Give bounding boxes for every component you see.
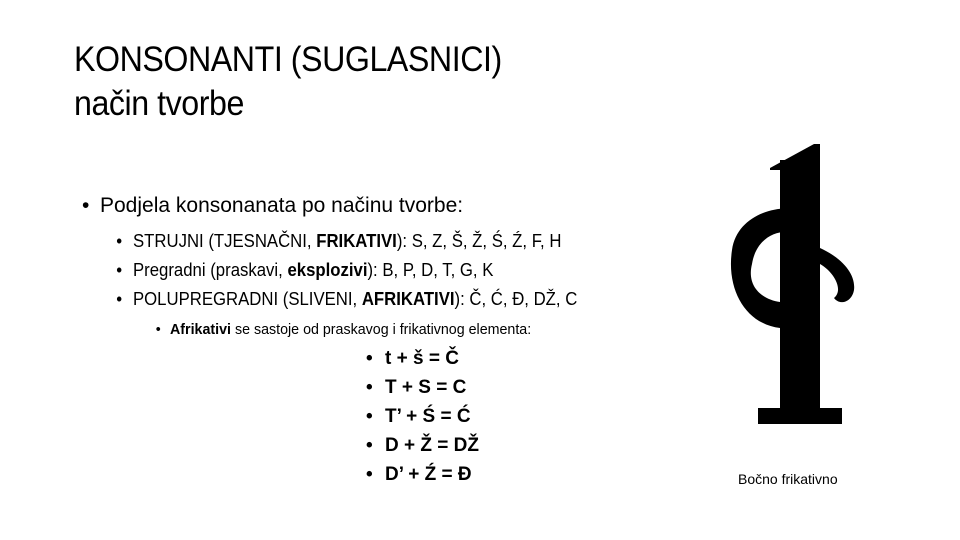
formula-list bbox=[385, 344, 479, 489]
title-line-1: KONSONANTI (SUGLASNICI) bbox=[74, 40, 502, 79]
manner-item-plosives bbox=[133, 256, 577, 285]
manner-item-suffix: ): S, Z, Š, Ž, Ś, Ź, F, H bbox=[396, 231, 562, 251]
formula-item: • D’ + Ź = Đ bbox=[385, 460, 479, 489]
manner-item-prefix: POLUPREGRADNI (SLIVENI, bbox=[133, 289, 362, 309]
main-bullet-list bbox=[100, 192, 463, 220]
manner-list bbox=[133, 227, 577, 314]
slide-title bbox=[74, 38, 502, 126]
formula-item: • T’ + Ś = Ć bbox=[385, 402, 479, 431]
affricate-note-text: se sastoje od praskavog i frikativnog elementa: bbox=[230, 321, 532, 338]
manner-item-fricatives bbox=[133, 227, 577, 256]
manner-item-term: AFRIKATIVI bbox=[361, 289, 455, 309]
formula-item: • D + Ž = DŽ bbox=[385, 431, 479, 460]
lateral-fricative-symbol-icon bbox=[730, 140, 870, 430]
affricate-note-term: Afrikativi bbox=[170, 321, 231, 338]
manner-item-prefix: STRUJNI (TJESNAČNI, bbox=[133, 231, 317, 251]
formula-item: • T + S = C bbox=[385, 373, 479, 402]
manner-item-prefix: Pregradni (praskavi, bbox=[133, 260, 288, 280]
image-caption: Bočno frikativno bbox=[738, 471, 838, 487]
main-bullet: • Podjela konsonanata po načinu tvorbe: bbox=[100, 192, 463, 220]
affricate-note bbox=[170, 319, 531, 341]
manner-item-suffix: ): Č, Ć, Đ, DŽ, C bbox=[454, 289, 578, 309]
note-list bbox=[170, 319, 531, 341]
manner-item-affricates bbox=[133, 285, 577, 314]
manner-item-term: eksplozivi bbox=[287, 260, 368, 280]
title-line-2: način tvorbe bbox=[74, 84, 244, 123]
formula-item: • t + š = Č bbox=[385, 344, 479, 373]
manner-item-term: FRIKATIVI bbox=[316, 231, 397, 251]
manner-item-suffix: ): B, P, D, T, G, K bbox=[367, 260, 494, 280]
